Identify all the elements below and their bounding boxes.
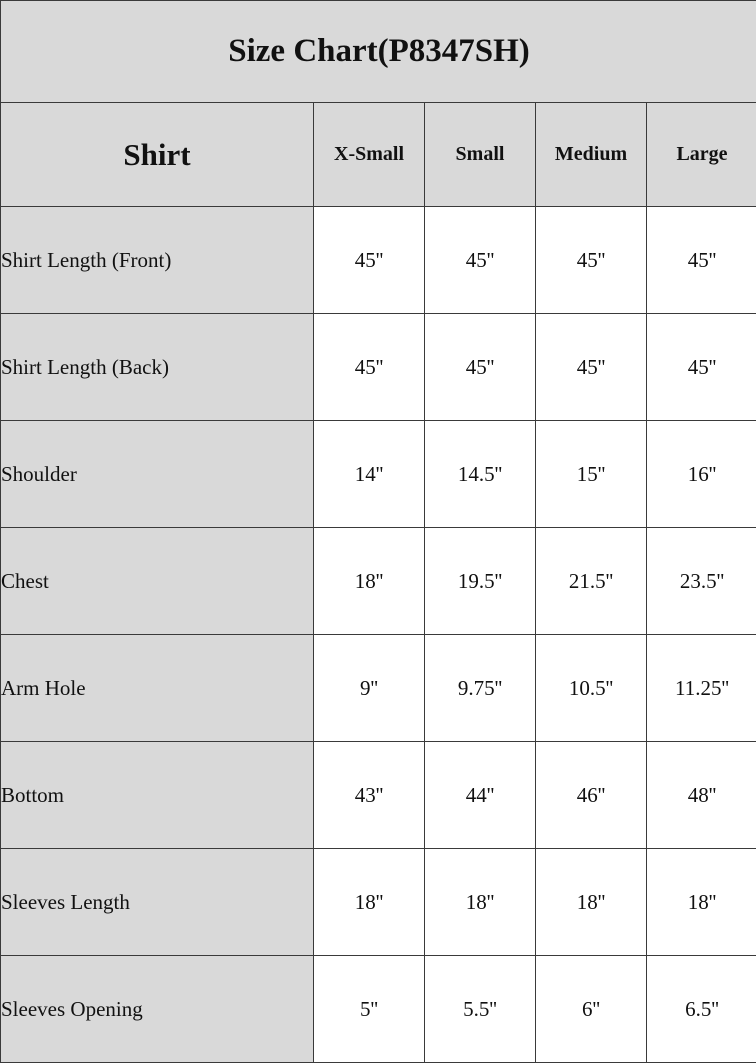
chart-title: Size Chart(P8347SH) bbox=[1, 1, 756, 103]
measurement-value: 11.25'' bbox=[647, 635, 756, 742]
column-header-large: Large bbox=[647, 103, 756, 207]
measurement-value: 46'' bbox=[536, 742, 647, 849]
measurement-value: 45'' bbox=[647, 314, 756, 421]
measurement-value: 45'' bbox=[314, 207, 425, 314]
measurement-value: 45'' bbox=[536, 207, 647, 314]
table-row bbox=[1, 849, 756, 956]
measurement-value: 5'' bbox=[314, 956, 425, 1063]
measurement-value: 14.5'' bbox=[425, 421, 536, 528]
measurement-label: Chest bbox=[1, 528, 314, 635]
measurement-value: 45'' bbox=[314, 314, 425, 421]
table-row bbox=[1, 528, 756, 635]
table-row bbox=[1, 635, 756, 742]
measurement-label: Shirt Length (Back) bbox=[1, 314, 314, 421]
measurement-value: 23.5'' bbox=[647, 528, 756, 635]
measurement-value: 15'' bbox=[536, 421, 647, 528]
measurement-value: 5.5'' bbox=[425, 956, 536, 1063]
table-row bbox=[1, 742, 756, 849]
measurement-label: Bottom bbox=[1, 742, 314, 849]
measurement-value: 18'' bbox=[536, 849, 647, 956]
measurement-value: 9.75'' bbox=[425, 635, 536, 742]
measurement-value: 16'' bbox=[647, 421, 756, 528]
measurement-value: 19.5'' bbox=[425, 528, 536, 635]
measurement-value: 45'' bbox=[425, 314, 536, 421]
measurement-value: 45'' bbox=[647, 207, 756, 314]
measurement-value: 6.5'' bbox=[647, 956, 756, 1063]
measurement-value: 45'' bbox=[536, 314, 647, 421]
column-header-medium: Medium bbox=[536, 103, 647, 207]
measurement-value: 6'' bbox=[536, 956, 647, 1063]
measurement-value: 44'' bbox=[425, 742, 536, 849]
measurement-label: Arm Hole bbox=[1, 635, 314, 742]
measurement-value: 9'' bbox=[314, 635, 425, 742]
measurement-value: 43'' bbox=[314, 742, 425, 849]
column-header-row bbox=[1, 103, 756, 207]
measurement-label: Sleeves Length bbox=[1, 849, 314, 956]
measurement-value: 18'' bbox=[425, 849, 536, 956]
measurement-value: 10.5'' bbox=[536, 635, 647, 742]
measurement-label: Sleeves Opening bbox=[1, 956, 314, 1063]
measurement-value: 18'' bbox=[314, 528, 425, 635]
measurement-value: 14'' bbox=[314, 421, 425, 528]
column-header-small: Small bbox=[425, 103, 536, 207]
table-row bbox=[1, 314, 756, 421]
measurement-value: 48'' bbox=[647, 742, 756, 849]
table-row bbox=[1, 421, 756, 528]
table-row bbox=[1, 956, 756, 1063]
column-header-x-small: X-Small bbox=[314, 103, 425, 207]
table-row bbox=[1, 207, 756, 314]
measurement-label: Shoulder bbox=[1, 421, 314, 528]
title-row bbox=[1, 1, 756, 103]
measurement-value: 45'' bbox=[425, 207, 536, 314]
garment-type-label: Shirt bbox=[1, 103, 314, 207]
measurement-value: 18'' bbox=[647, 849, 756, 956]
measurement-label: Shirt Length (Front) bbox=[1, 207, 314, 314]
measurement-value: 21.5'' bbox=[536, 528, 647, 635]
measurement-value: 18'' bbox=[314, 849, 425, 956]
